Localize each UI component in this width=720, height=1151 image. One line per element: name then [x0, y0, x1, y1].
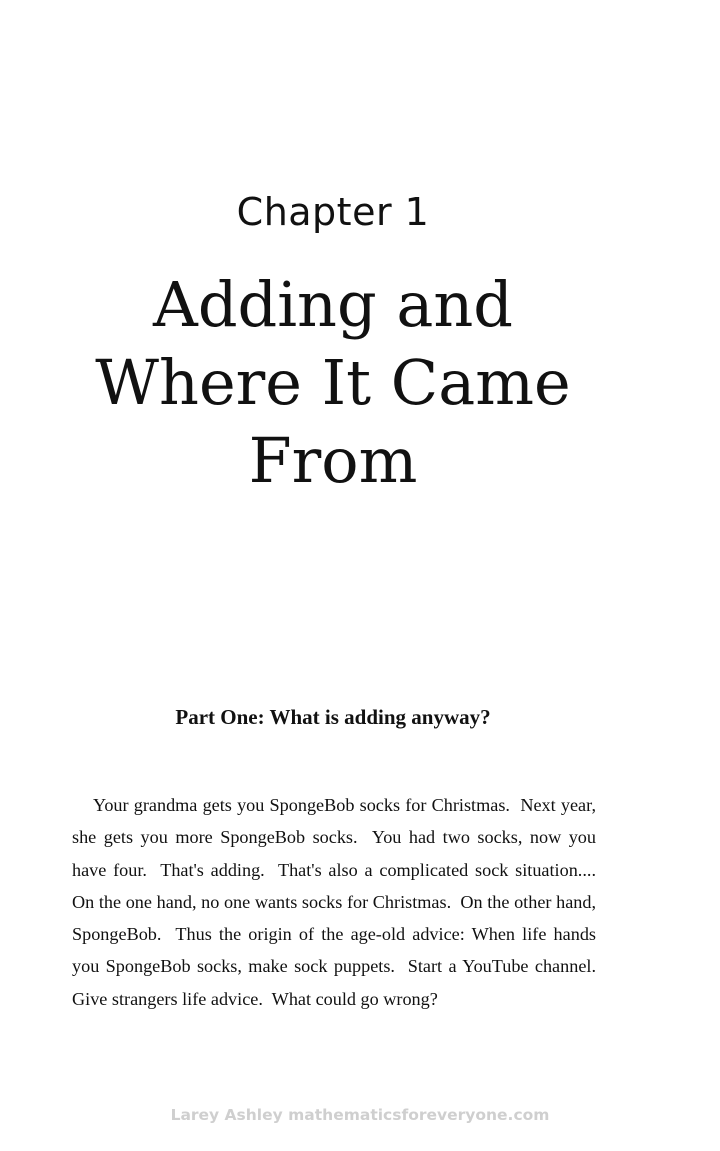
chapter-title-line: Adding and: [153, 268, 513, 341]
section-heading: Part One: What is adding anyway?: [175, 705, 491, 729]
chapter-label: Chapter 1: [236, 190, 430, 234]
footer-watermark: Larey Ashley mathematicsforeveryone.com: [170, 1106, 550, 1124]
chapter-title-line: From: [248, 424, 418, 497]
body-paragraph: Your grandma gets you SpongeBob socks for Christmas. Next year, she gets you more SpongeBob socks. You had two socks, now you have four. That's adding. That's also a complicated sock situation.... On the one hand, no one wants socks for Christmas. On the other hand, SpongeBob. Thus the origin of the age-old advice: When life hands you SpongeBob socks, make sock puppets. Start a YouTube channel. Give strangers life advice. What could go wrong?: [72, 795, 606, 1009]
chapter-title: [0, 266, 666, 500]
chapter-title-line: Where It Came: [95, 346, 571, 419]
